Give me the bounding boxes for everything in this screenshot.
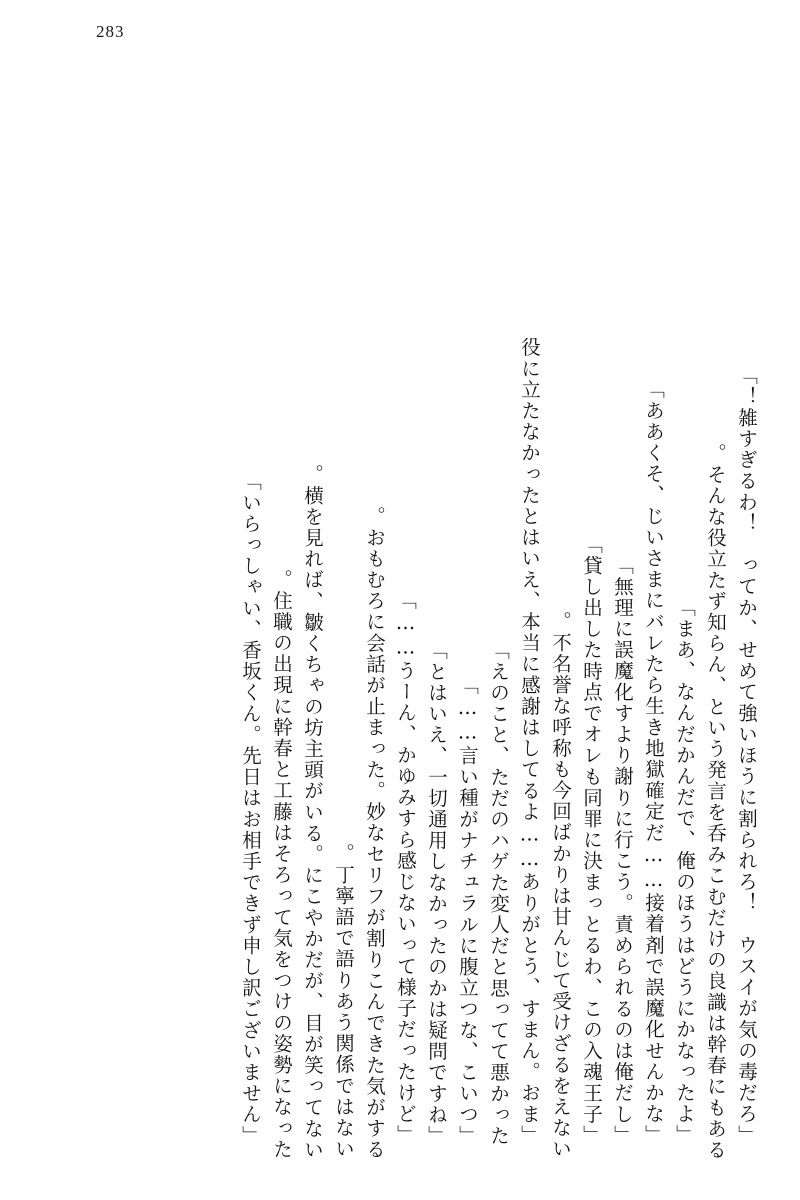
text-line: 住職の出現に幹春と工藤はそろって気をつけの姿勢になった。 [270, 569, 293, 1160]
text-line: おもむろに会話が止まった。妙なセリフが割りこんできた気がする。 [363, 505, 386, 1160]
text-line: 「言い種がナチュラルに腹立つな、こいつ……」 [456, 674, 479, 1146]
text-line: 横を見れば、皺くちゃの坊主頭がいる。にこやかだが、目が笑ってない。 [301, 463, 324, 1160]
text-line: 「うーん、かゆみすら感じないって様子だったけど……」 [394, 590, 417, 1146]
text-line: 「雑すぎるわ！ ってか、せめて強いほうに割られろ！ ウスイが気の毒だろ！」 [735, 365, 758, 1146]
text-line: 「いらっしゃい、香坂くん。先日はお相手できず申し訳ございません」 [239, 470, 262, 1146]
text-line: 「ああくそ、じいさまにバレたら生き地獄確定だ……接着剤で誤魔化せんかな」 [642, 379, 665, 1146]
text-line: 「役に立たなかったとはいえ、本当に感謝はしてるよ……ありがとう、すまん。おま [518, 337, 541, 1146]
text-line: 丁寧語で語りあう関係ではない。 [332, 843, 355, 1160]
page-number: 283 [96, 22, 125, 41]
text-line: 「無理に誤魔化すより謝りに行こう。責められるのは俺だし」 [611, 555, 634, 1146]
text-line: 「まあ、なんだかんだで、俺のほうはどうにかなったよ」 [673, 597, 696, 1146]
text-line: えのこと、ただのハゲた変人だと思ってて悪かった」 [487, 639, 510, 1146]
text-line: 不名誉な呼称も今回ばかりは甘んじて受けざるをえない。 [549, 611, 572, 1160]
novel-body-text [44, 96, 758, 1160]
text-line: 「とはいえ、一切通用しなかったのかは疑問ですね」 [425, 639, 448, 1146]
text-line: 「貸し出した時点でオレも同罪に決まっとるわ、この入魂王子」 [580, 534, 603, 1146]
text-line: そんな役立たず知らん、という発言を呑みこむだけの良識は幹春にもある。 [704, 442, 727, 1160]
